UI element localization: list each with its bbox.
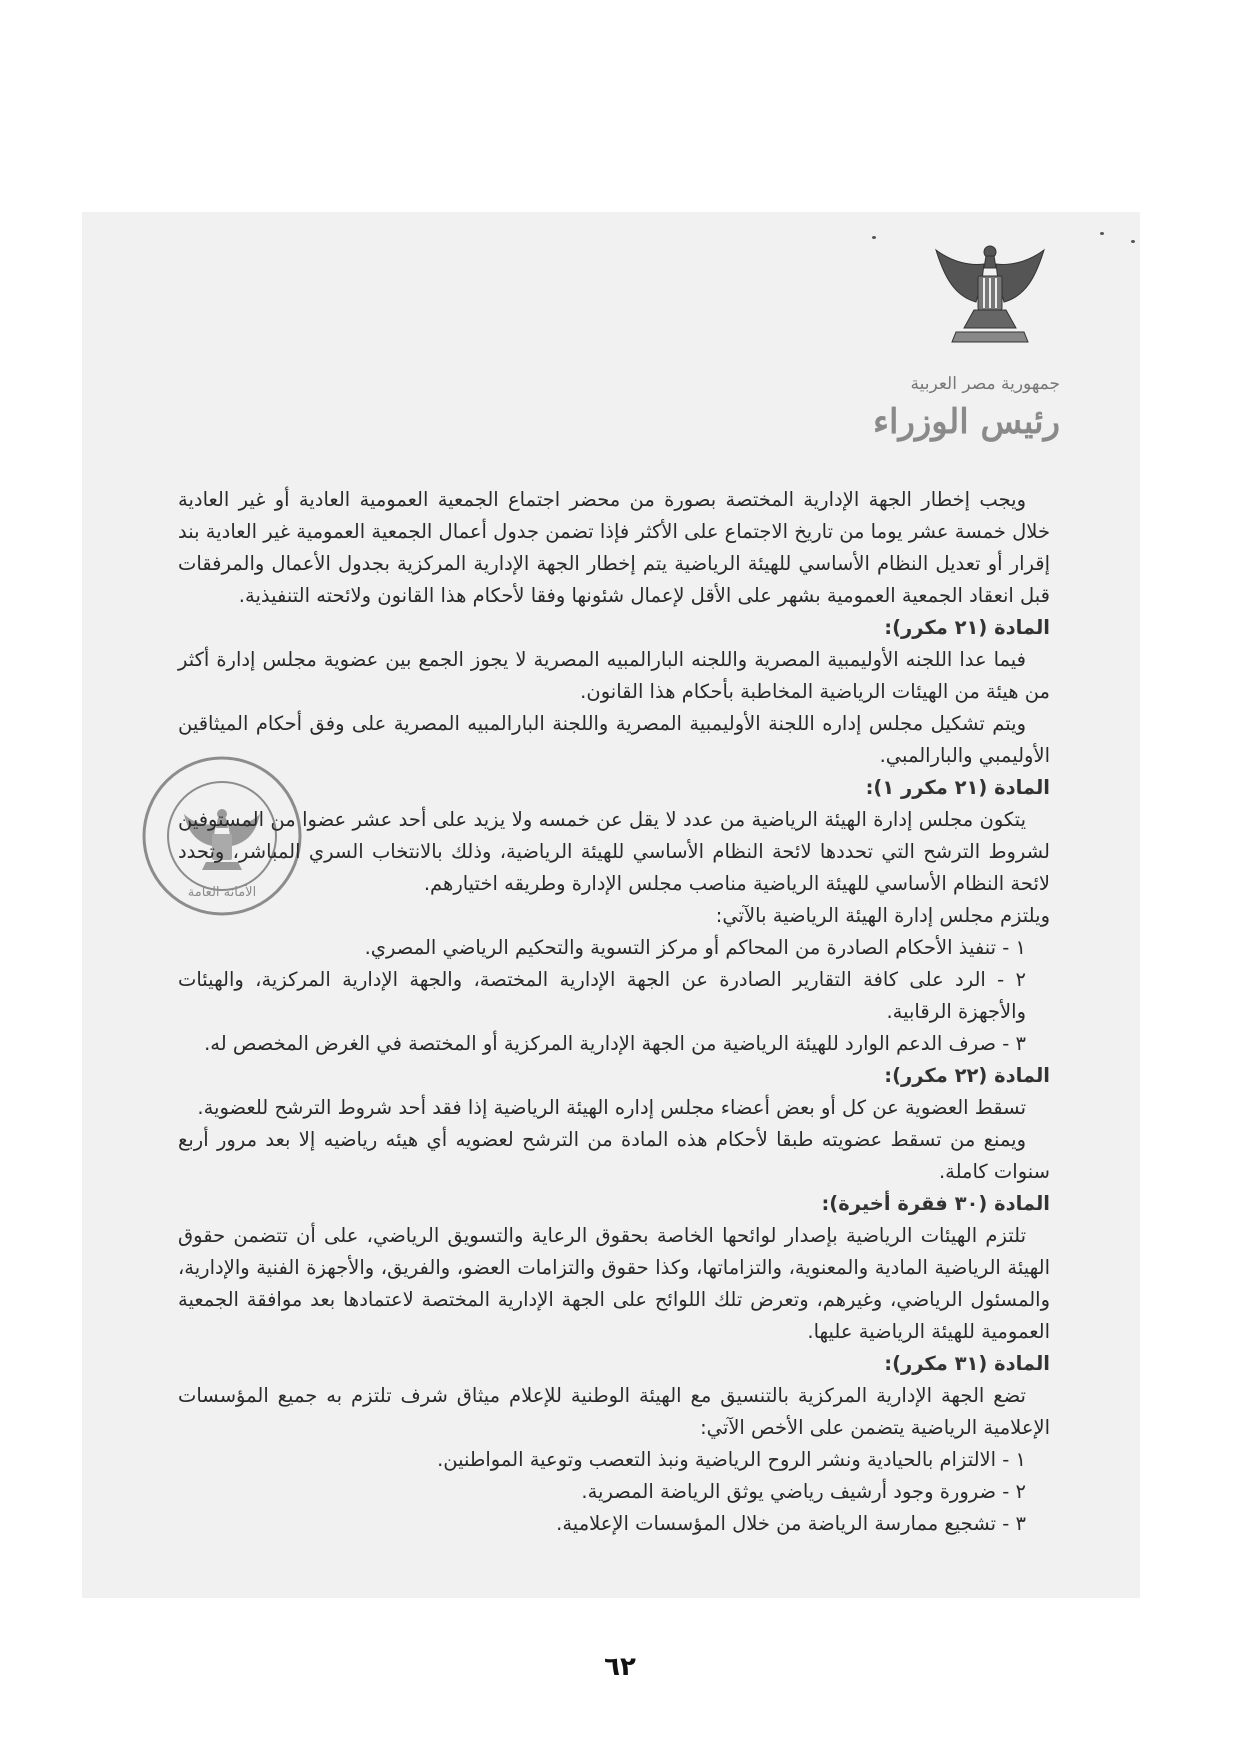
article-heading-21bis1: المادة (٢١ مكرر ١):	[865, 776, 1050, 799]
scan-speck	[1100, 232, 1104, 235]
page-number: ٦٢	[604, 1652, 636, 1682]
paragraph-board-obligations: ويلتزم مجلس إدارة الهيئة الرياضية بالآتي:	[715, 904, 1050, 927]
paragraph-membership: فيما عدا اللجنه الأوليمبية المصرية واللجنه البارالمبيه المصرية لا يجوز الجمع بين عضوية مجلس إدارة أكثر من هيئة من الهيئات الرياضية المخاطبة بأحكام هذا القانون.	[178, 648, 1050, 703]
list-item: ١ - تنفيذ الأحكام الصادرة من المحاكم أو مركز التسوية والتحكيم الرياضي المصري.	[364, 936, 1026, 959]
article-heading-22bis: المادة (٢٢ مكرر):	[884, 1064, 1050, 1087]
paragraph-committee-formation: ويتم تشكيل مجلس إداره اللجنة الأوليمبية المصرية واللجنة البارالمبيه المصرية على وفق أحكام الميثاقين الأوليمبي والبارالمبي.	[178, 712, 1050, 767]
list-item: ١ - الالتزام بالحيادية ونشر الروح الرياضية ونبذ التعصب وتوعية المواطنين.	[437, 1448, 1026, 1471]
coat-of-arms-emblem	[930, 236, 1050, 356]
list-item: ٢ - ضرورة وجود أرشيف رياضي يوثق الرياضة المصرية.	[581, 1480, 1026, 1503]
article-heading-31bis: المادة (٣١ مكرر):	[884, 1352, 1050, 1375]
list-item: ٣ - صرف الدعم الوارد للهيئة الرياضية من الجهة الإدارية المركزية أو المختصة في الغرض المخصص له.	[204, 1032, 1026, 1055]
list-item: ٣ - تشجيع ممارسة الرياضة من خلال المؤسسات الإعلامية.	[556, 1512, 1026, 1535]
article-heading-30: المادة (٣٠ فقرة أخيرة):	[821, 1192, 1050, 1215]
office-header: رئيس الوزراء	[873, 402, 1060, 442]
paragraph-media-charter: تضع الجهة الإدارية المركزية بالتنسيق مع الهيئة الوطنية للإعلام ميثاق شرف تلتزم به جميع المؤسسات الإعلامية الرياضية يتضمن على الأخص الآتي:	[178, 1384, 1050, 1439]
list-item: ٢ - الرد على كافة التقارير الصادرة عن الجهة الإدارية المختصة، والجهة الإدارية المركزية، والهيئات والأجهزة الرقابية.	[178, 968, 1026, 1023]
scan-speck	[1131, 240, 1135, 243]
seal-text: الأمانة العامة	[187, 885, 257, 900]
scan-speck	[872, 236, 876, 239]
country-header: جمهورية مصر العربية	[910, 374, 1060, 394]
paragraph-candidacy-ban: ويمنع من تسقط عضويته طبقا لأحكام هذه المادة من الترشح لعضويه أي هيئه رياضيه إلا بعد مرور أربع سنوات كاملة.	[178, 1128, 1050, 1183]
paragraph-board-composition: يتكون مجلس إدارة الهيئة الرياضية من عدد لا يقل عن خمسه ولا يزيد على أحد عشر عضوا من المستوفين لشروط الترشح التي تحددها لائحة النظام الأساسي للهيئة الرياضية، وذلك بالانتخاب السري المباشر، وتحدد لائحة النظام الأساسي للهيئة الرياضية مناصب مجلس الإدارة وطريقه اختيارهم.	[178, 808, 1050, 895]
paragraph-membership-loss: تسقط العضوية عن كل أو بعض أعضاء مجلس إداره الهيئة الرياضية إذا فقد أحد شروط الترشح للعضوية.	[197, 1096, 1026, 1119]
paragraph-notification: ويجب إخطار الجهة الإدارية المختصة بصورة من محضر اجتماع الجمعية العمومية العادية أو غير العادية خلال خمسة عشر يوما من تاريخ الاجتماع على الأكثر فإذا تضمن جدول أعمال الجمعية العمومية غير العادية بند إقرار أو تعديل النظام الأساسي للهيئة الرياضية يتم إخطار الجهة الإدارية المركزية بجدول الأعمال والمرفقات قبل انعقاد الجمعية العمومية بشهر على الأقل لإعمال شئونها وفقا لأحكام هذا القانون ولائحته التنفيذية.	[178, 488, 1050, 607]
article-heading-21bis: المادة (٢١ مكرر):	[884, 616, 1050, 639]
document-body	[178, 484, 1050, 1540]
paragraph-sponsorship-rules: تلتزم الهيئات الرياضية بإصدار لوائحها الخاصة بحقوق الرعاية والتسويق الرياضي، على أن تتضمن حقوق الهيئة الرياضية المادية والمعنوية، والتزاماتها، وكذا حقوق والتزامات العضو، والفريق، والأجهزة الفنية والإدارية، والمسئول الرياضي، وغيرهم، وتعرض تلك اللوائح على الجهة الإدارية المختصة لاعتمادها بعد موافقة الجمعية العمومية للهيئة الرياضية عليها.	[178, 1224, 1050, 1343]
